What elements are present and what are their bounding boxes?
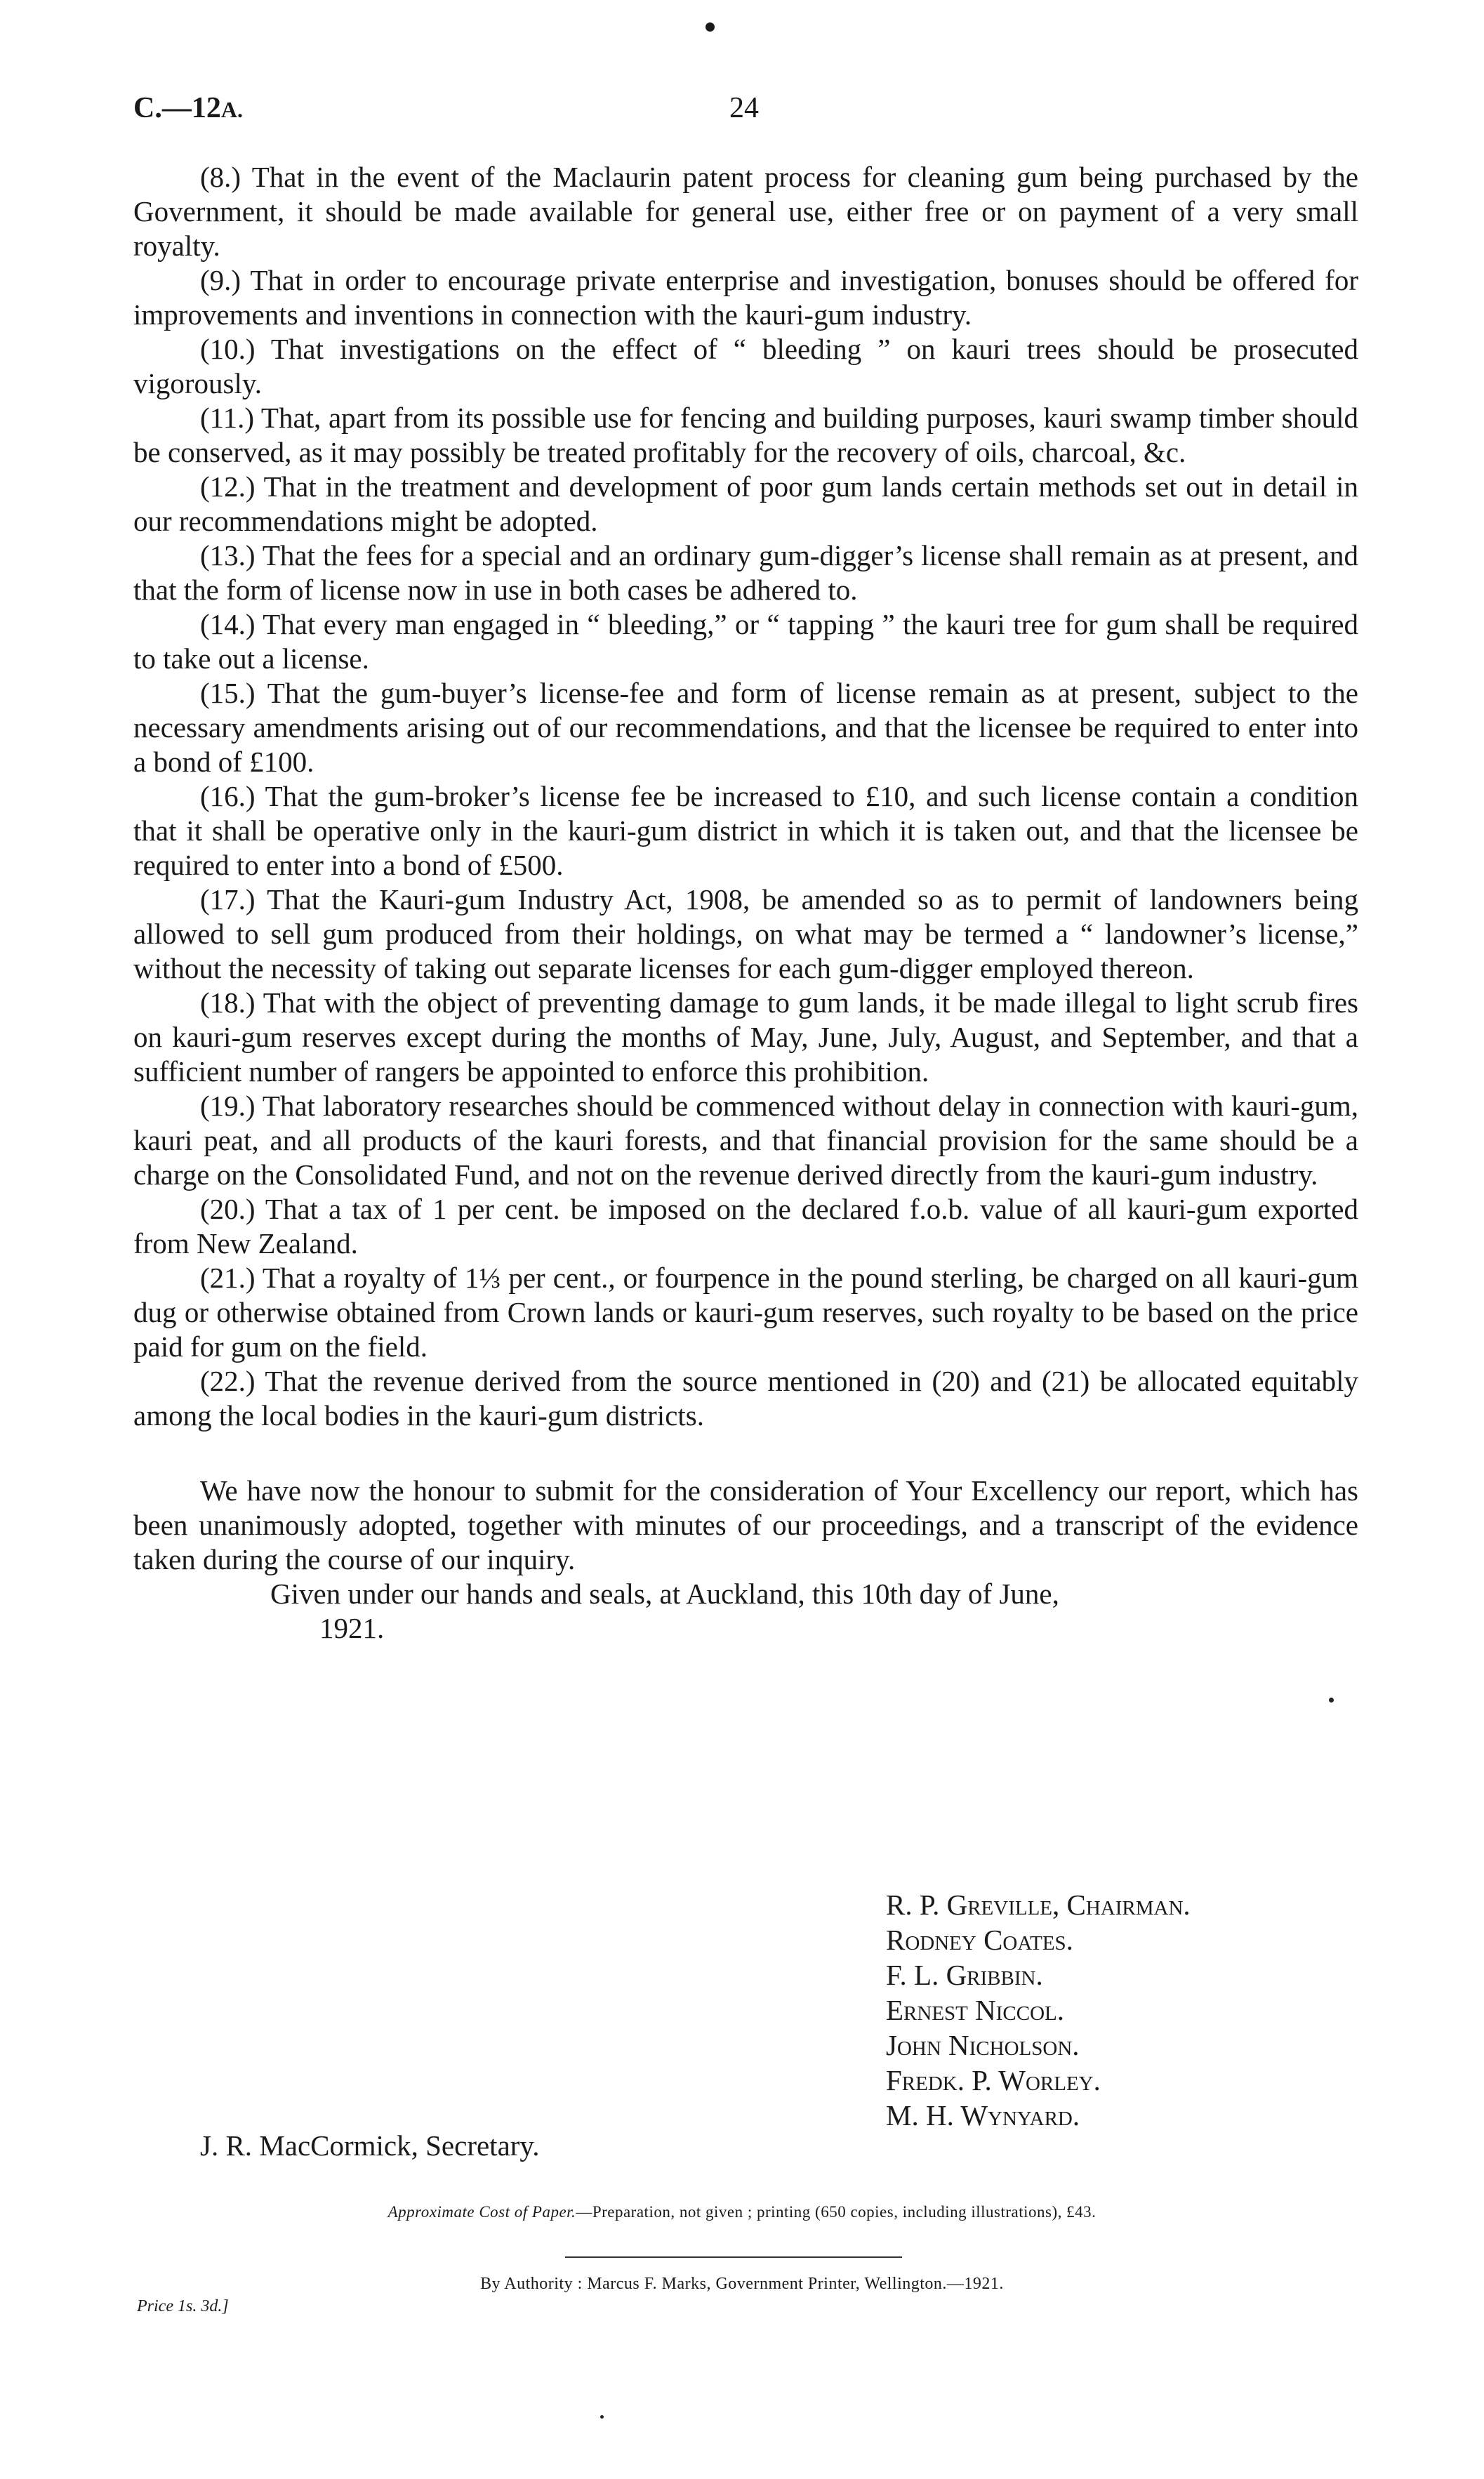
recommendation-paragraph: (22.) That the revenue derived from the source mentioned in (20) and (21) be allocated equitably among the local bodies in the kauri-gum districts. bbox=[133, 1365, 1358, 1432]
recommendation-paragraph: (19.) That laboratory researches should be commenced without delay in connection with kauri-gum, kauri peat, and all products of the kauri forests, and that financial provision for the same should be a charge on the Consolidated Fund, and not on the revenue derived directly from the kauri-gum industry. bbox=[133, 1090, 1358, 1191]
recommendation-paragraph: (9.) That in order to encourage private enterprise and investigation, bonuses should be offered for improvements and inventions in connection with the kauri-gum industry. bbox=[133, 264, 1358, 331]
signature-block bbox=[886, 1887, 1191, 2133]
signatory: Rodney Coates. bbox=[886, 1924, 1073, 1956]
recommendation-paragraph: (10.) That investigations on the effect of “ bleeding ” on kauri trees should be prosecuted vigorously. bbox=[133, 333, 1358, 399]
signatory: M. H. Wynyard. bbox=[886, 2099, 1080, 2131]
printer-mark bbox=[705, 22, 715, 32]
recommendation-paragraph: (17.) That the Kauri-gum Industry Act, 1908, be amended so as to permit of landowners being allowed to sell gum produced from their holdings, on what may be termed a “ landowner’s license,” without the necessity of taking out separate licenses for each gum-digger employed thereon. bbox=[133, 883, 1358, 984]
closing-paragraph: We have now the honour to submit for the consideration of Your Excellency our report, which has been unanimously adopted, together with minutes of our proceedings, and a transcript of the evidence taken during the course of our inquiry. bbox=[133, 1474, 1358, 1575]
document-reference: C.—12A. bbox=[133, 92, 243, 124]
recommendation-paragraph: (11.) That, apart from its possible use for fencing and building purposes, kauri swamp timber should be conserved, as it may possibly be treated profitably for the recovery of oils, charcoal, &c. bbox=[133, 402, 1358, 468]
page-number: 24 bbox=[729, 92, 759, 124]
recommendation-paragraph: (18.) That with the object of preventing damage to gum lands, it be made illegal to light scrub fires on kauri-gum reserves except during the months of May, June, July, August, and September, and that a sufficient number of rangers be appointed to enforce this prohibition. bbox=[133, 986, 1358, 1088]
signatory: R. P. Greville, Chairman. bbox=[886, 1889, 1191, 1921]
recommendation-paragraph: (20.) That a tax of 1 per cent. be imposed on the declared f.o.b. value of all kauri-gum exported from New Zealand. bbox=[133, 1193, 1358, 1260]
page-header bbox=[133, 91, 1355, 133]
printer-imprint: By Authority : Marcus F. Marks, Government Printer, Wellington.—1921. bbox=[480, 2275, 1004, 2293]
recommendation-paragraph: (8.) That in the event of the Maclaurin patent process for cleaning gum being purchased by the Government, it should be made available for general use, either free or on payment of a very small royalty. bbox=[133, 161, 1358, 262]
recommendation-paragraph: (15.) That the gum-buyer’s license-fee and form of license remain as at present, subject to the necessary amendments arising out of our recommendations, and that the licensee be required to enter into a bond of £100. bbox=[133, 677, 1358, 778]
recommendation-paragraph: (14.) That every man engaged in “ bleeding,” or “ tapping ” the kauri tree for gum shall be required to take out a license. bbox=[133, 608, 1358, 675]
cost-of-paper-note: Approximate Cost of Paper.—Preparation, not given ; printing (650 copies, including illustrations), £43. bbox=[387, 2203, 1097, 2221]
given-year: 1921. bbox=[319, 1612, 385, 1644]
signatory: John Nicholson. bbox=[886, 2029, 1080, 2061]
recommendation-paragraph: (16.) That the gum-broker’s license fee be increased to £10, and such license contain a condition that it shall be operative only in the kauri-gum district in which it is taken out, and that the licensee be required to enter into a bond of £500. bbox=[133, 780, 1358, 881]
print-speck bbox=[600, 2415, 604, 2419]
recommendations-list bbox=[133, 160, 1358, 1646]
recommendation-paragraph: (13.) That the fees for a special and an ordinary gum-digger’s license shall remain as at present, and that the form of license now in use in both cases be adhered to. bbox=[133, 539, 1358, 606]
signatory: Fredk. P. Worley. bbox=[886, 2064, 1101, 2096]
divider-rule bbox=[565, 2256, 902, 2258]
signatory: Ernest Niccol. bbox=[886, 1994, 1064, 2026]
given-line: Given under our hands and seals, at Auckland, this 10th day of June, bbox=[270, 1578, 1059, 1610]
recommendation-paragraph: (21.) That a royalty of 1⅓ per cent., or fourpence in the pound sterling, be charged on all kauri-gum dug or otherwise obtained from Crown lands or kauri-gum reserves, such royalty to be based on the price paid for gum on the field. bbox=[133, 1262, 1358, 1363]
signatory: F. L. Gribbin. bbox=[886, 1959, 1043, 1991]
recommendation-paragraph: (12.) That in the treatment and development of poor gum lands certain methods set out in detail in our recommendations might be adopted. bbox=[133, 470, 1358, 537]
price-note: Price 1s. 3d.] bbox=[137, 2297, 229, 2315]
given-under-hands bbox=[133, 1577, 1358, 1646]
print-speck bbox=[1329, 1698, 1334, 1703]
secretary-signature: J. R. MacCormick, Secretary. bbox=[200, 2129, 540, 2162]
